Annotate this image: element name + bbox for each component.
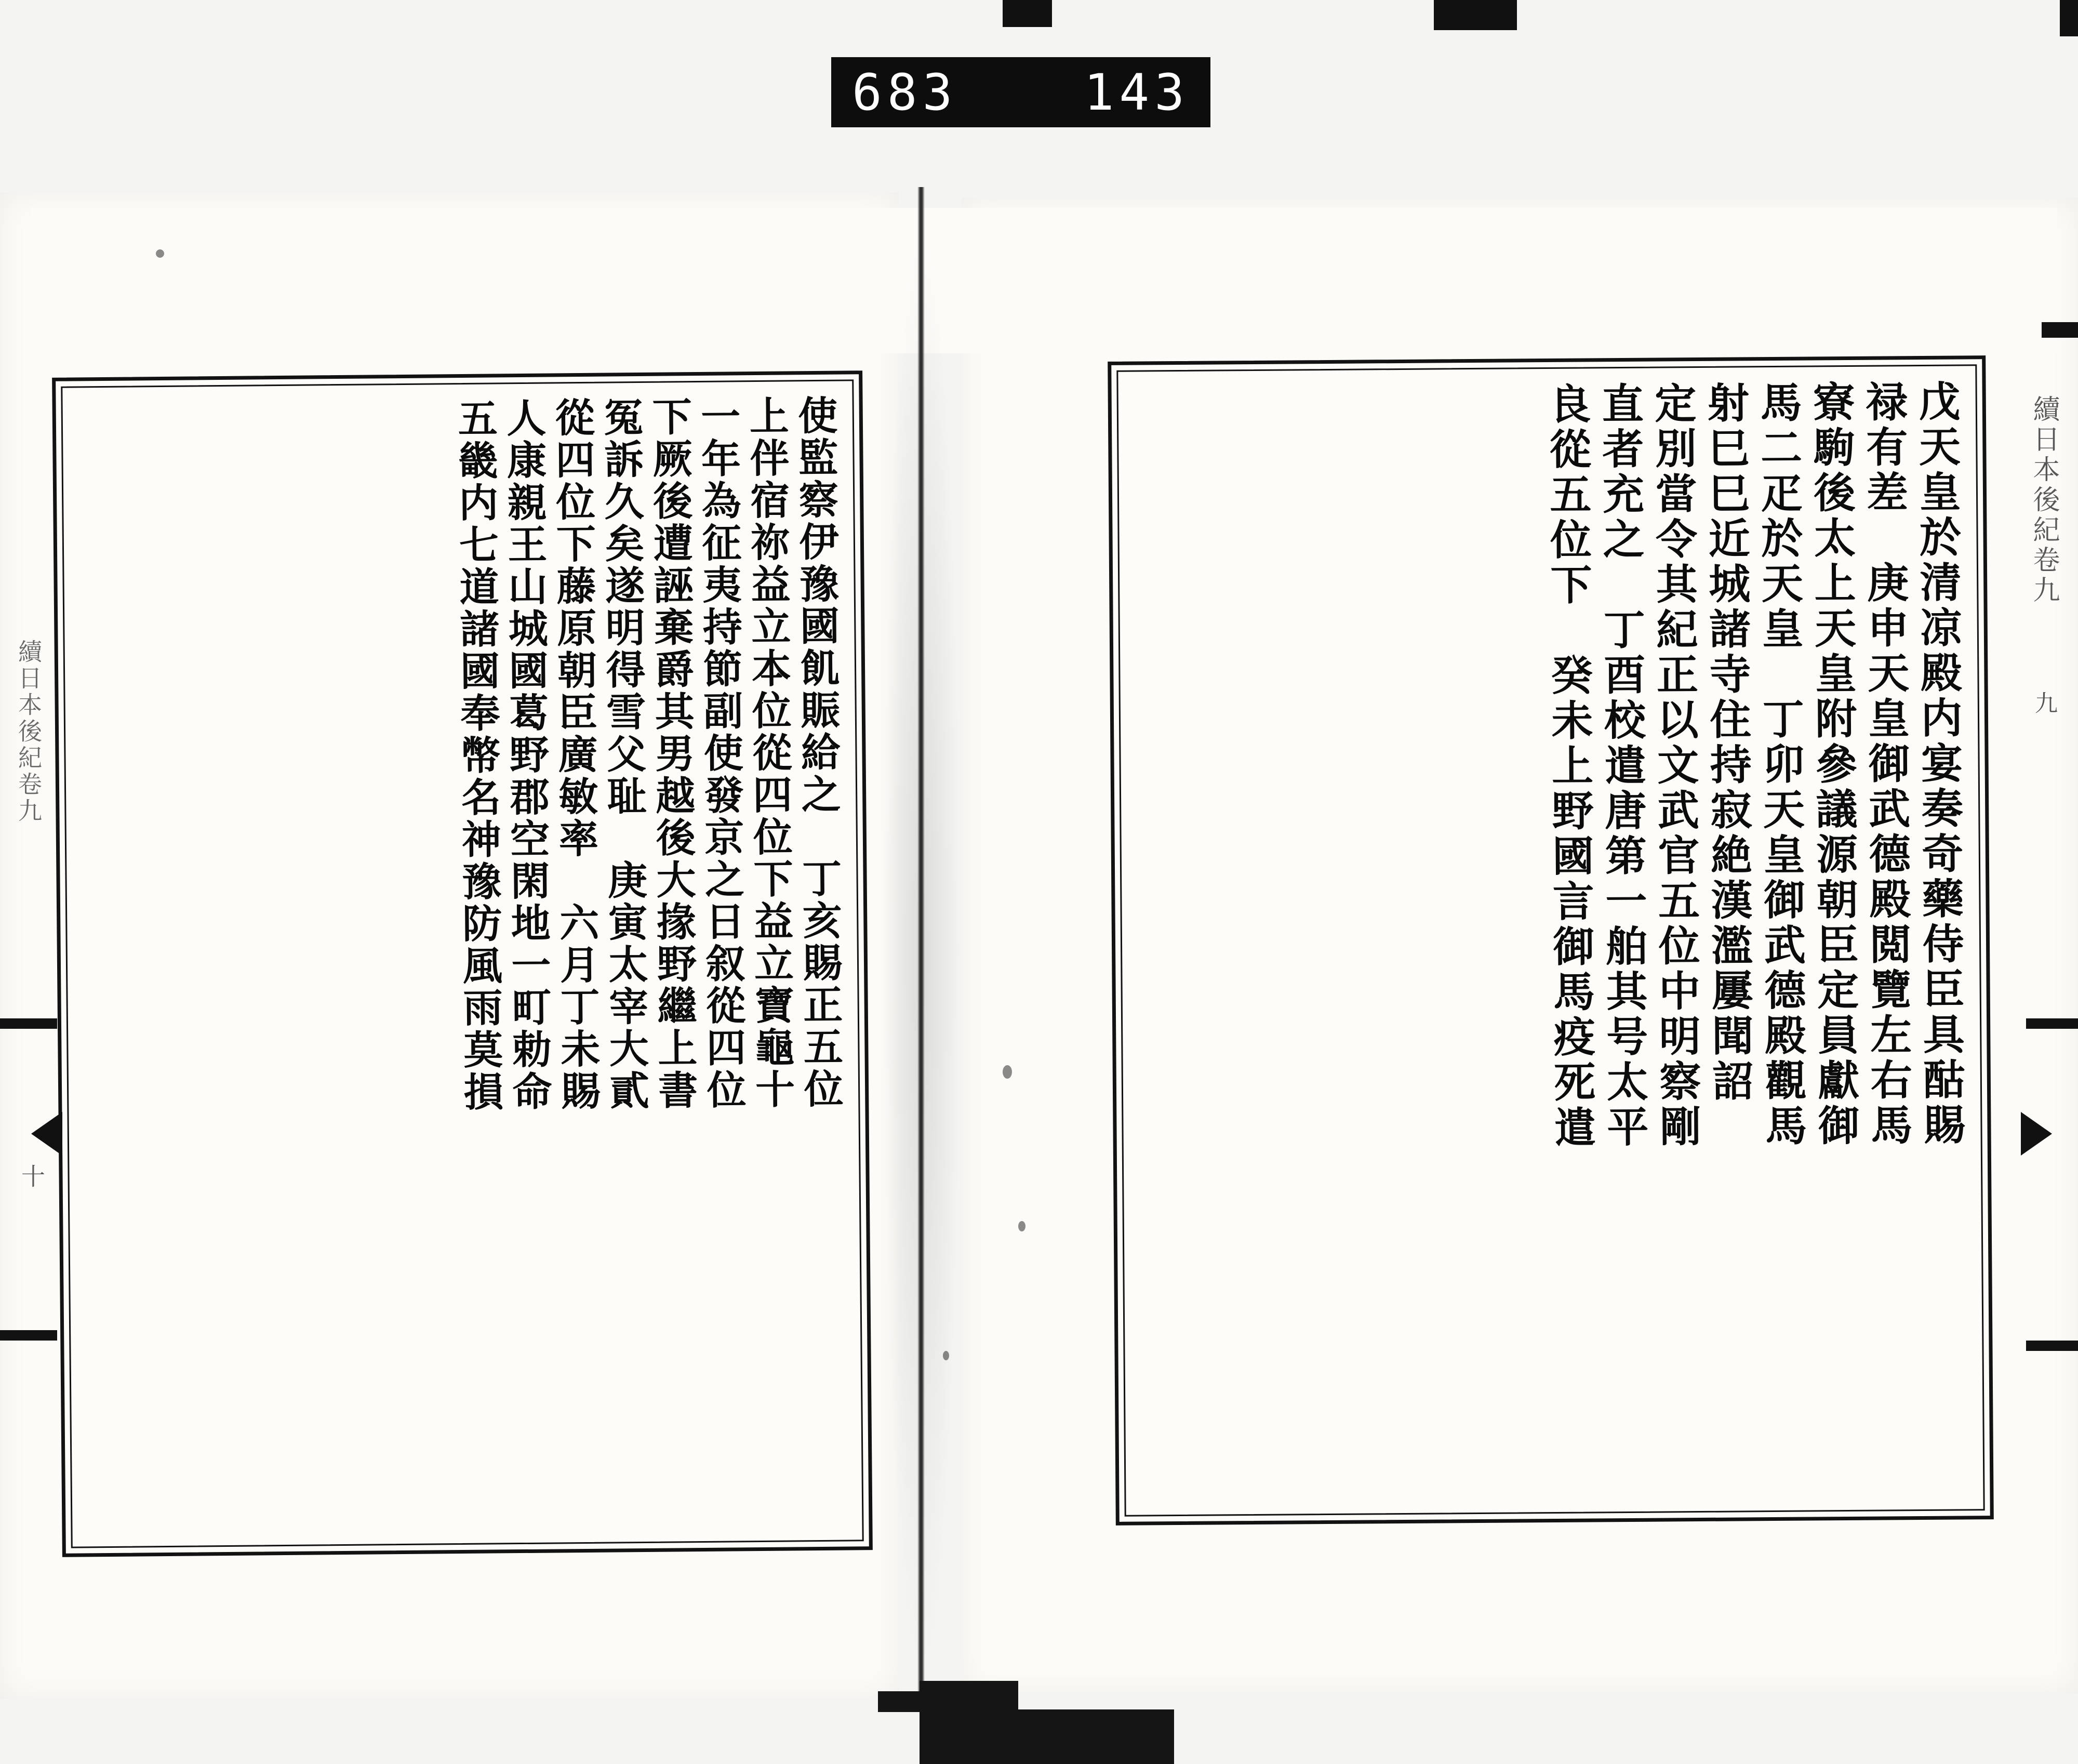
- folio-number-right: 九: [2031, 691, 2057, 714]
- edge-bar-right-top: [2042, 322, 2078, 338]
- text-column: 良從五位下 癸未上野國言御馬疫死遣: [1542, 382, 1596, 1151]
- edge-bar-right-lower: [2026, 1341, 2078, 1351]
- text-column: 定別當令其紀正以文武官五位中明察剛: [1647, 381, 1702, 1150]
- left-text-block: [52, 370, 873, 1557]
- text-column: 禄有差 庚申天皇御武德殿閲覽左右馬: [1858, 380, 1913, 1149]
- text-column: 冤訴久矣遂明得雪父耻 庚寅太宰大貳: [597, 396, 650, 1112]
- frame-counter-plate: [831, 57, 1210, 127]
- text-column: 一年為征夷持節副使發京之日叙從四位: [694, 395, 747, 1112]
- ink-speck: [943, 1351, 949, 1360]
- leader-mark-top-right: [1434, 0, 1517, 30]
- left-columns: [62, 381, 862, 1546]
- text-column: 五畿内七道諸國奉幣名神豫防風雨莫損: [451, 397, 504, 1114]
- text-column: 下厥後遭誣棄爵其男越後大掾野繼上書: [645, 396, 698, 1112]
- right-text-block-border: [1116, 364, 1984, 1517]
- margin-title-left: 續日本後紀卷九: [15, 639, 43, 825]
- ink-speck: [1018, 1221, 1025, 1231]
- reel-number: 683: [852, 63, 958, 122]
- edge-bar-left-upper: [0, 1018, 57, 1029]
- right-text-block: [1108, 355, 1994, 1526]
- ink-speck: [1003, 1065, 1012, 1079]
- edge-bar-left-lower: [0, 1330, 57, 1341]
- margin-title-right: 續日本後紀卷九: [2028, 395, 2059, 606]
- page-head-margin: [31, 208, 2057, 353]
- right-columns: [1118, 366, 1983, 1515]
- text-column: 直者充之 丁酉校遣唐第一舶其号太平: [1594, 381, 1649, 1151]
- text-column: 上伴宿祢益立本位從四位下益立寶龜十: [742, 395, 795, 1111]
- text-column: 從四位下藤原朝臣廣敏率 六月丁未賜: [548, 396, 601, 1113]
- film-clamp-right: [1018, 1709, 1174, 1764]
- text-column: 寮駒後太上天皇附參議源朝臣定員獻御: [1806, 380, 1860, 1149]
- registration-triangle-left: [31, 1112, 62, 1156]
- film-clamp-left: [920, 1681, 1018, 1764]
- registration-triangle-right: [2021, 1112, 2052, 1156]
- frame-number: 143: [1084, 63, 1190, 122]
- left-text-block-border: [61, 379, 863, 1548]
- leader-mark-top-left: [1003, 0, 1052, 27]
- text-column: 馬二疋於天皇 丁卯天皇御武德殿觀馬: [1753, 380, 1808, 1150]
- leader-mark-top-far: [2060, 0, 2078, 36]
- text-column: 人康親王山城國葛野郡空閑地一町勅命: [500, 397, 553, 1113]
- folio-number-left: 十: [18, 1164, 46, 1188]
- text-column: 戊天皇於清凉殿内宴奏奇藥侍臣具酤賜: [1911, 379, 1966, 1149]
- text-column: 射巳巳近城諸寺住持寂絶漢濫屢聞詔: [1700, 381, 1754, 1105]
- ink-speck: [156, 249, 164, 258]
- text-column: 使監察伊豫國飢賑給之 丁亥賜正五位: [791, 394, 844, 1111]
- film-clamp-notch: [878, 1691, 927, 1712]
- binding-gutter: [917, 187, 925, 1709]
- edge-bar-right-upper: [2026, 1018, 2078, 1029]
